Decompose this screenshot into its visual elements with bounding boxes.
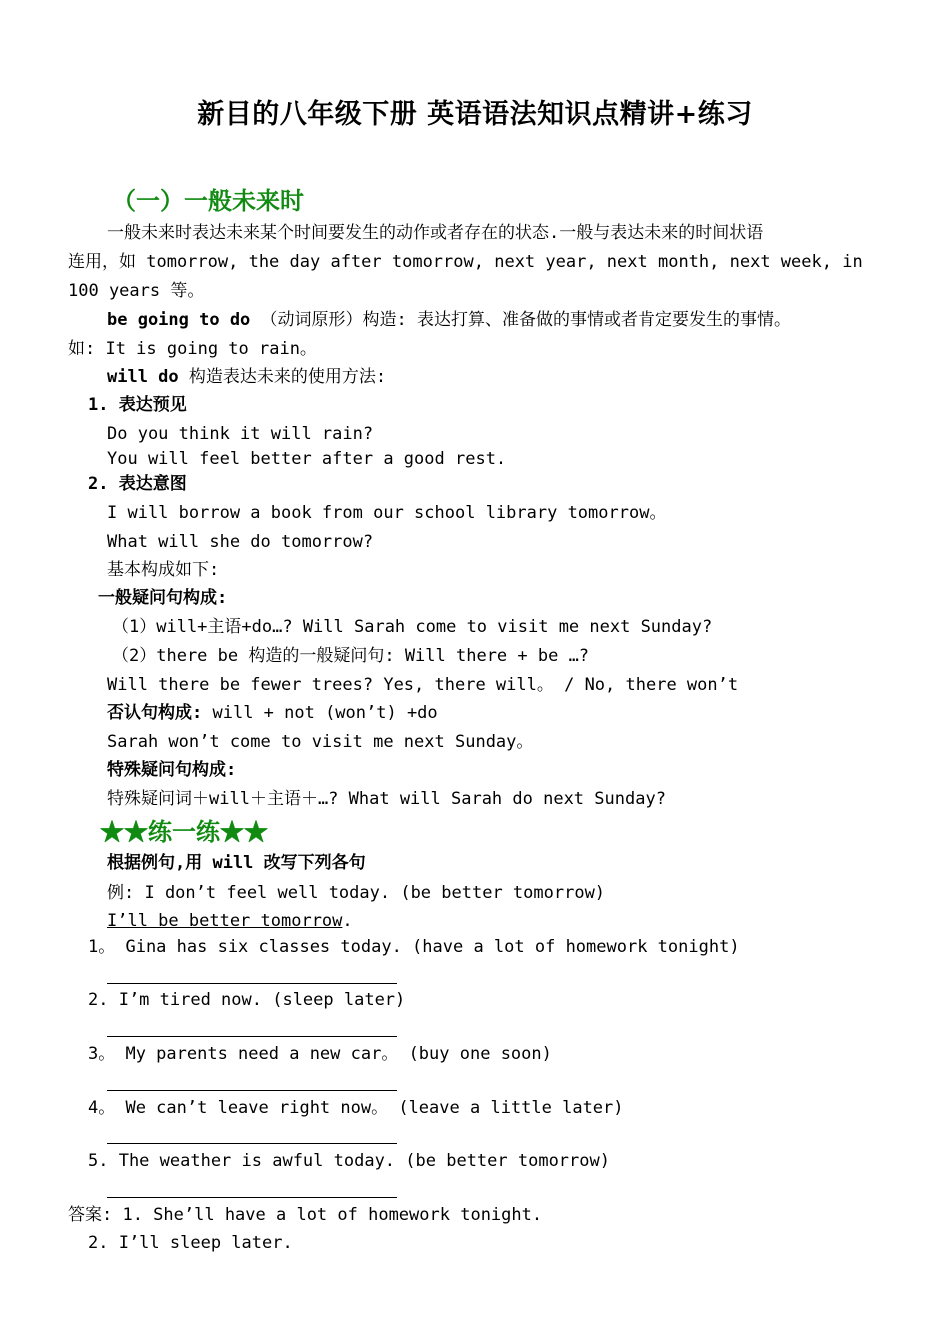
special-heading: 特殊疑问句构成: bbox=[107, 760, 237, 780]
exercise-item-4: 4。 We can’t leave right now。 (leave a little later) bbox=[88, 1098, 624, 1118]
answers-line-1: 答案: 1. She’ll have a lot of homework tonight. bbox=[68, 1205, 543, 1225]
be-going-label: be going to do bbox=[107, 310, 251, 330]
will-do-label: will do bbox=[107, 367, 179, 387]
will-do-line bbox=[107, 366, 386, 388]
answer-blank-5[interactable] bbox=[107, 1197, 397, 1198]
question-example: Will there be fewer trees? Yes, there will。 / No, there won’t bbox=[107, 675, 739, 695]
negative-formula: will + not (won’t) +do bbox=[202, 703, 438, 723]
practice-example-answer-line bbox=[107, 910, 353, 932]
answer-blank-1[interactable] bbox=[107, 983, 397, 984]
usage-1-heading: 1. 表达预见 bbox=[88, 395, 187, 415]
practice-example-question: 例: I don’t feel well today. (be better tomorrow) bbox=[107, 883, 606, 903]
special-formula: 特殊疑问词＋will＋主语＋…? What will Sarah do next Sunday? bbox=[107, 789, 666, 809]
answers-line-2: 2. I’ll sleep later. bbox=[88, 1233, 293, 1253]
practice-instruction: 根据例句,用 will 改写下列各句 bbox=[107, 853, 366, 873]
basic-form-label: 基本构成如下: bbox=[107, 560, 220, 580]
negative-example: Sarah won’t come to visit me next Sunday。 bbox=[107, 732, 534, 752]
usage-2-example-2: What will she do tomorrow? bbox=[107, 532, 374, 552]
exercise-item-2: 2. I’m tired now. (sleep later) bbox=[88, 990, 406, 1010]
usage-2-example-1: I will borrow a book from our school library tomorrow。 bbox=[107, 503, 667, 523]
answer-blank-2[interactable] bbox=[107, 1036, 397, 1037]
be-going-example: 如: It is going to rain。 bbox=[68, 339, 317, 359]
usage-2-heading: 2. 表达意图 bbox=[88, 474, 187, 494]
document-title: 新目的八年级下册 英语语法知识点精讲+练习 bbox=[197, 99, 753, 130]
negative-line bbox=[107, 702, 438, 724]
will-do-text: 构造表达未来的使用方法: bbox=[178, 367, 387, 387]
intro-line-1: 一般未来时表达未来某个时间要发生的动作或者存在的状态.一般与表达未来的时间状语 bbox=[107, 223, 764, 243]
practice-example-answer: I’ll be better tomorrow bbox=[107, 911, 343, 931]
practice-example-answer-end: . bbox=[342, 911, 353, 931]
exercise-item-3: 3。 My parents need a new car。 (buy one soon) bbox=[88, 1044, 552, 1064]
intro-line-2: 连用，如 tomorrow, the day after tomorrow, next year, next month, next week, in bbox=[68, 252, 863, 272]
question-heading: 一般疑问句构成: bbox=[98, 588, 228, 608]
intro-line-3: 100 years 等。 bbox=[68, 281, 205, 301]
exercise-item-1: 1。 Gina has six classes today. (have a lot of homework tonight) bbox=[88, 937, 740, 957]
section-heading: （一）一般未来时 bbox=[112, 186, 304, 215]
negative-heading: 否认句构成: bbox=[107, 703, 203, 723]
answer-blank-3[interactable] bbox=[107, 1090, 397, 1091]
exercise-item-5: 5. The weather is awful today. (be better tomorrow) bbox=[88, 1151, 610, 1171]
answer-blank-4[interactable] bbox=[107, 1143, 397, 1144]
usage-1-example-1: Do you think it will rain? bbox=[107, 424, 374, 444]
usage-1-example-2: You will feel better after a good rest. bbox=[107, 449, 507, 469]
question-rule-1: （1）will+主语+do…? Will Sarah come to visit me next Sunday? bbox=[112, 617, 713, 637]
be-going-text: （动词原形）构造: 表达打算、准备做的事情或者肯定要发生的事情。 bbox=[260, 310, 792, 330]
practice-title: ★★练一练★★ bbox=[100, 817, 268, 846]
be-going-line bbox=[107, 309, 791, 331]
question-rule-2: （2）there be 构造的一般疑问句: Will there + be …? bbox=[112, 646, 590, 666]
